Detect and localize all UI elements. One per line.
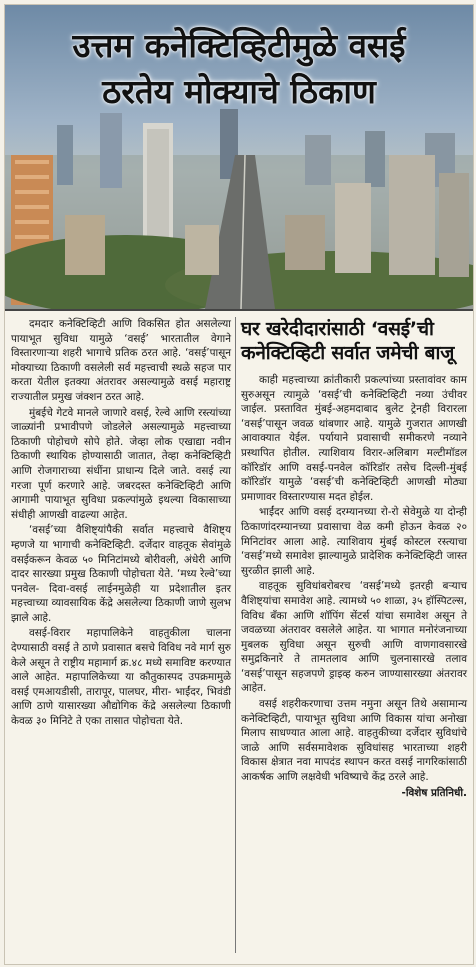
paragraph: काही महत्त्वाच्या क्रांतीकारी प्रकल्पांच्या प्रस्तावांवर काम सुरुअसून त्यामुळे ‘वसई’ची कनेक्टिव्हिटी नव्या उंचीवर जाईल. प्रस्तावित मुंबई-अहमदाबाद बुलेट ट्रेनही विरारला ‘वसई’पासून जवळ थांबणार आहे. यामुळे गुजरात आणखी आवाक्यात येईल. पर्यायाने प्रवासाची समीकरणे नव्याने प्रस्थापित होतील. त्याशिवाय विरार-अलिबाग मल्टीमॉडल कॉरिडॉर आणि वसई-पनवेल कॉरिडॉर तसेच दिल्ली-मुंबई कॉरिडॉर यामुळे ‘वसई’ची कनेक्टिव्हिटी आणखी मोठ्या प्रमाणावर विस्तारण्यास मदत होईल. — [241, 374, 467, 503]
left-column — [11, 317, 231, 957]
paragraph: वाहतूक सुविधांबरोबरच ‘वसई’मध्ये इतरही बऱ्याच वैशिष्ट्यांचा समावेश आहे. त्यामध्ये ५० शाळा, ३५ हॉस्पिटल्स, विविध बँका आणि शॉपिंग सेंटर्स यांचा समावेश असून ते जवळच्या अंतरावर वसलेले आहेत. या भागात मनोरंजनाच्या मुबलक सुविधा असून सुरुची आणि वाणगावसारखे समुद्रकिनारे ते तामतलाव आणि चुलनासारखे तलाव ‘वसई’पासून सहजपणे ड्राइव्ह करुन जाण्यासारख्या अंतरावर आहेत. — [241, 580, 467, 695]
paragraph: भाईंदर आणि वसई दरम्यानच्या रो-रो सेवेमुळे या दोन्ही ठिकाणांदरम्यानच्या प्रवासाचा वेळ कमी होऊन केवळ २० मिनिटांवर आला आहे. त्याशिवाय मुंबई कोस्टल रस्त्याचा ‘वसई’मध्ये समावेश झाल्यामुळे प्रादेशिक कनेक्टिव्हिटी जास्त सुरळीत झाली आहे. — [241, 506, 467, 577]
column-divider — [235, 317, 236, 953]
paragraph: ‘वसई’च्या वैशिष्ट्यांपैकी सर्वात महत्त्वाचे वैशिष्ट्य म्हणजे या भागाची कनेक्टिव्हिटी. दर्जेदार वाहतूक सेवांमुळे वसईकरून केवळ ५० मिनिटांमध्ये बोरीवली, अंधेरी आणि दादर सारख्या प्रमुख ठिकाणी पोहोचता येते. ‘मध्य रेल्वे’च्या पनवेल- दिवा-वसई लाईनमुळेही या प्रदेशातील इतर महत्त्वाच्या व्यावसायिक केंद्रे असलेल्या ठिकाणी जाणे सुलभ झाले आहे. — [11, 524, 231, 624]
byline: -विशेष प्रतिनिधी. — [401, 786, 467, 799]
right-column — [241, 317, 467, 957]
newspaper-clipping — [4, 4, 474, 965]
headline-line-1: उत्तम कनेक्टिव्हिटीमुळे वसई — [72, 26, 406, 65]
paragraph: मुंबईचे गेटवे मानले जाणारे वसई, रेल्वे आणि रस्त्यांच्या जाळ्यांनी प्रभावीपणे जोडलेले असल्यामुळे महत्त्वाच्या ठिकाणी पोहोचणे सोपे होते. जेव्हा लोक एखाद्या नवीन ठिकाणी स्थायिक होण्यासाठी जातात, तेव्हा कनेक्टिव्हिटी आणि रोजगाराच्या संधींना प्राधान्य दिले जाते. वसई त्या गरजा पूर्ण करणारे आहे. जबरदस्त कनेक्टिव्हिटी आणि आगामी पायाभूत सुविधा प्रकल्पांमुळे इथल्या विकासाच्या संधीही आणखी वाढल्या आहेत. — [11, 406, 231, 521]
paragraph: दमदार कनेक्टिव्हिटी आणि विकसित होत असलेल्या पायाभूत सुविधा यामुळे ‘वसई’ भारतातील वेगाने विस्तारणाऱ्या शहरी भागाचे प्रतिक ठरत आहे. ‘वसई’पासून मोक्याच्या ठिकाणी वसलेली सर्व महत्त्वाची स्थळे सहज पार करता येतील इतक्या अंतरावर असल्यामुळे वसई महाराष्ट्र राज्यातील प्रमुख जंक्शन ठरत आहे. — [11, 318, 231, 403]
paragraph: वसई शहरीकरणाचा उत्तम नमुना असून तिथे असामान्य कनेक्टिव्हिटी, पायाभूत सुविधा आणि विकास यांचा अनोखा मिलाप साधण्यात आला आहे. वाहतुकीच्या दर्जेदार सुविधांचे जाळे आणि सर्वसमावेशक सुविधांसह भारताच्या शहरी विकास क्षेत्रात नवा मापदंड स्थापन करत वसई नागरिकांसाठी आकर्षक आणि लक्षवेधी भविष्याचे केंद्र ठरले आहे. — [241, 698, 467, 784]
article-body — [5, 309, 473, 964]
subheadline: घर खरेदीदारांसाठी ‘वसई’ची कनेक्टिव्हिटी सर्वात जमेची बाजू — [241, 318, 455, 364]
headline-line-2: ठरतेय मोक्याचे ठिकाण — [102, 72, 376, 111]
headline — [5, 23, 473, 115]
cityscape-photo — [5, 5, 473, 309]
paragraph: वसई-विरार महापालिकेने वाहतुकीला चालना देण्यासाठी वसई ते ठाणे प्रवासात बसचे विविध नवे मार्ग सुरु केले असून ते राष्ट्रीय महामार्ग क्र.४८ मध्ये समाविष्ट करण्यात आले आहेत. महापालिकेच्या या कौतुकास्पद उपक्रमामुळे वसई एमआयडीसी, तारापूर, पालघर, मीरा- भाईंदर, भिवंडी आणि ठाणे यासारख्या औद्योगिक केंद्रे असलेल्या ठिकाणी केवळ ३० मिनिटे ते एका तासात पोहोचता येते. — [11, 627, 231, 728]
